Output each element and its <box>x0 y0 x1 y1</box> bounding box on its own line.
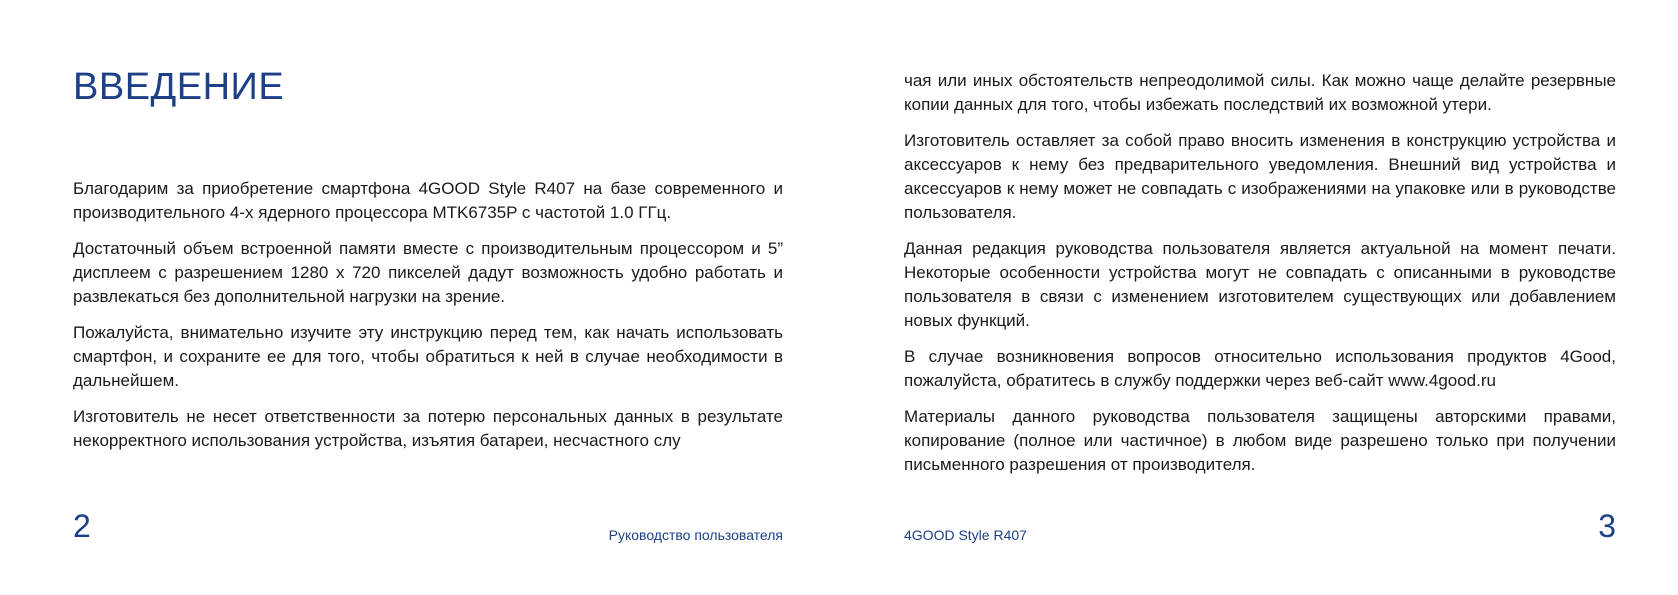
paragraph: Изготовитель оставляет за собой право вносить изменения в конструкцию устройства и аксессуаров к нему без предварительного уведомления. Внешний вид устройства и аксессуаров к нему может не совпадать с изображениями на упаковке или в руководстве пользователя. <box>904 131 1616 222</box>
paragraph: Достаточный объем встроенной памяти вместе с производительным процессором и 5” дисплеем с разрешением 1280 х 720 пикселей дадут возможность удобно работать и развлекаться без дополнительной нагрузки на зрение. <box>73 239 783 306</box>
paragraph: Изготовитель не несет ответственности за потерю персональных данных в результате некорректного использования устройства, изъятия батареи, несчастного слу <box>73 407 783 450</box>
running-footer-right: 4GOOD Style R407 <box>904 527 1027 543</box>
right-page-body <box>904 69 1616 489</box>
left-page <box>73 0 783 595</box>
paragraph: Благодарим за приобретение смартфона 4GOOD Style R407 на базе современного и производительного 4-х ядерного процессора MTK6735P с частотой 1.0 ГГц. <box>73 179 783 222</box>
right-page <box>904 0 1616 595</box>
paragraph: Данная редакция руководства пользователя является актуальной на момент печати. Некоторые особенности устройства могут не совпадать с описанными в руководстве пользователя в связи с изменением изготовителем существующих или добавлением новых функций. <box>904 239 1616 330</box>
left-page-body <box>73 177 783 465</box>
page-number-left: 2 <box>73 508 91 544</box>
paragraph: Пожалуйста, внимательно изучите эту инструкцию перед тем, как начать использовать смартфон, и сохраните ее для того, чтобы обратиться к ней в случае необходимости в дальнейшем. <box>73 323 783 390</box>
running-footer-left: Руководство пользователя <box>608 527 783 543</box>
paragraph: чая или иных обстоятельств непреодолимой силы. Как можно чаще делайте резервные копии данных для того, чтобы избежать последствий их возможной утери. <box>904 71 1616 114</box>
page-title: ВВЕДЕНИЕ <box>73 66 285 108</box>
paragraph: В случае возникновения вопросов относительно использования продуктов 4Good, пожалуйста, обратитесь в службу поддержки через веб-сайт www.4good.ru <box>904 347 1616 390</box>
paragraph: Материалы данного руководства пользователя защищены авторскими правами, копирование (полное или частичное) в любом виде разрешено только при получении письменного разрешения от производителя. <box>904 407 1616 474</box>
page-number-right: 3 <box>1598 508 1616 544</box>
